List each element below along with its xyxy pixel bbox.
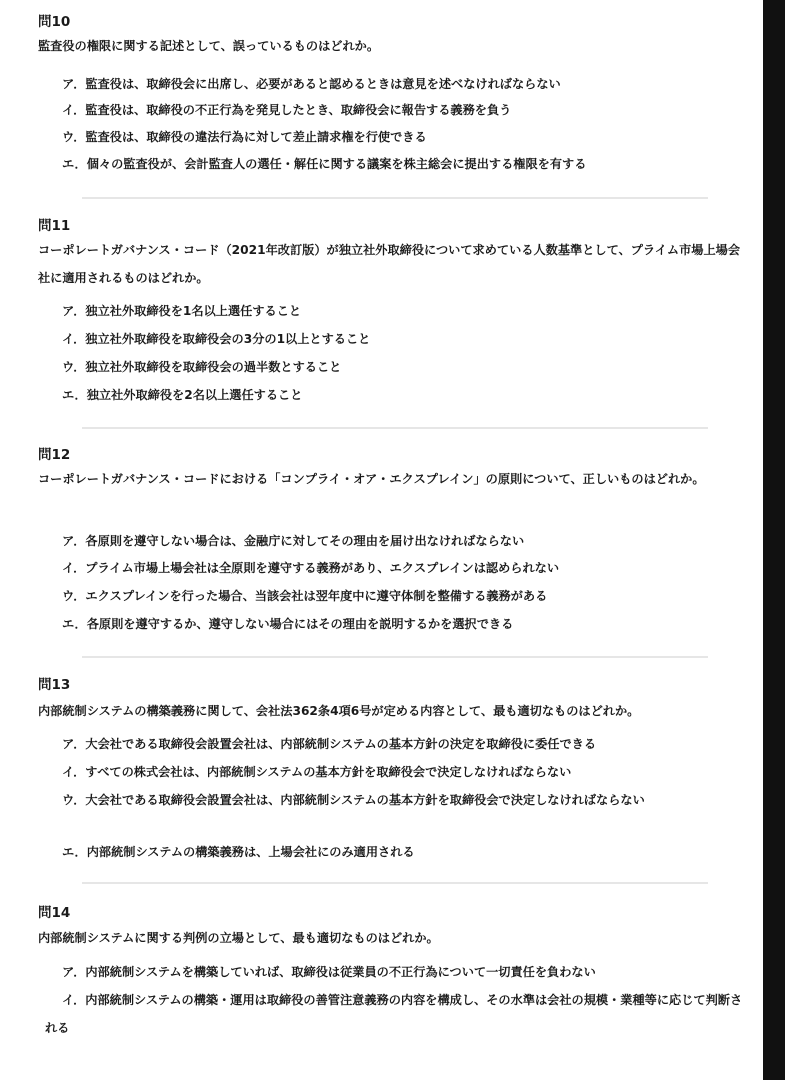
choice-u: ウ．エクスプレインを行った場合、当該会社は翌年度中に遵守体制を整備する義務がある bbox=[62, 589, 548, 603]
choice-a: ア．独立社外取締役を1名以上選任すること bbox=[62, 304, 302, 318]
choice-i: イ．独立社外取締役を取締役会の3分の1以上とすること bbox=[62, 332, 371, 346]
choice-e: エ．内部統制システムの構築義務は、上場会社にのみ適用される bbox=[62, 845, 415, 859]
divider bbox=[82, 427, 708, 429]
question-text: 内部統制システムの構築義務に関して、会社法362条4項6号が定める内容として、最も適切なものはどれか。 bbox=[38, 704, 640, 718]
choice-u: ウ．監査役は、取締役の違法行為に対して差止請求権を行使できる bbox=[62, 130, 427, 144]
question-number: 問14 bbox=[38, 905, 71, 921]
choice-a: ア．各原則を遵守しない場合は、金融庁に対してその理由を届け出なければならない bbox=[62, 534, 525, 548]
choice-u: ウ．大会社である取締役会設置会社は、内部統制システムの基本方針を取締役会で決定しなければならない bbox=[62, 793, 645, 807]
question-text: コーポレートガバナンス・コードにおける「コンプライ・オア・エクスプレイン」の原則について、正しいものはどれか。 bbox=[38, 472, 705, 486]
divider bbox=[82, 882, 708, 884]
question-text: 内部統制システムに関する判例の立場として、最も適切なものはどれか。 bbox=[38, 931, 439, 945]
question-number: 問10 bbox=[38, 14, 71, 30]
choice-a: ア．監査役は、取締役会に出席し、必要があると認めるときは意見を述べなければならない bbox=[62, 77, 561, 91]
question-text: 監査役の権限に関する記述として、誤っているものはどれか。 bbox=[38, 39, 380, 53]
question-number: 問12 bbox=[38, 447, 71, 463]
choice-e: エ．独立社外取締役を2名以上選任すること bbox=[62, 388, 303, 402]
choice-i: イ．プライム市場上場会社は全原則を遵守する義務があり、エクスプレインは認められない bbox=[62, 561, 560, 575]
choice-u: ウ．独立社外取締役を取締役会の過半数とすること bbox=[62, 360, 342, 374]
choice-i: イ．内部統制システムの構築・運用は取締役の善管注意義務の内容を構成し、その水準は会社の規模・業種等に応じて判断される bbox=[45, 993, 743, 1035]
choice-a: ア．内部統制システムを構築していれば、取締役は従業員の不正行為について一切責任を負わない bbox=[62, 965, 596, 979]
choice-i: イ．監査役は、取締役の不正行為を発見したとき、取締役会に報告する義務を負う bbox=[62, 103, 512, 117]
question-text: コーポレートガバナンス・コード（2021年改訂版）が独立社外取締役について求めている人数基準として、プライム市場上場会社に適用されるものはどれか。 bbox=[38, 243, 741, 285]
divider bbox=[82, 656, 708, 658]
divider bbox=[82, 197, 708, 199]
question-number: 問11 bbox=[38, 218, 71, 234]
question-number: 問13 bbox=[38, 677, 71, 693]
choice-i: イ．すべての株式会社は、内部統制システムの基本方針を取締役会で決定しなければならない bbox=[62, 765, 572, 779]
choice-e: エ．個々の監査役が、会計監査人の選任・解任に関する議案を株主総会に提出する権限を有する bbox=[62, 157, 587, 171]
choice-e: エ．各原則を遵守するか、遵守しない場合にはその理由を説明するかを選択できる bbox=[62, 617, 514, 631]
choice-a: ア．大会社である取締役会設置会社は、内部統制システムの基本方針の決定を取締役に委任できる bbox=[62, 737, 597, 751]
screen-edge bbox=[763, 0, 785, 1080]
